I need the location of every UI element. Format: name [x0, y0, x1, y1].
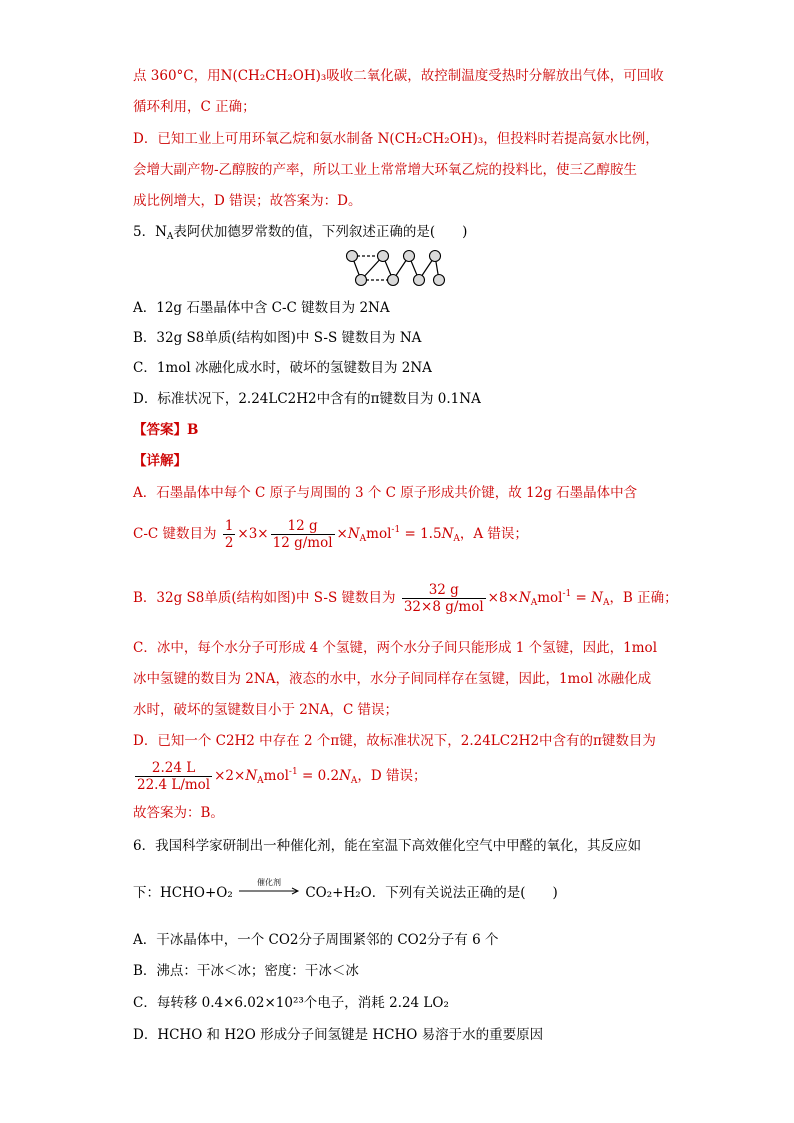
- q5-exp-d1: D．已知一个 C2H2 中存在 2 个π键，故标准状况下，2.24LC2H2中含有的π键数目为: [133, 733, 656, 749]
- sulfur-atom: [430, 251, 441, 262]
- q5-exp-b: B．32g S8单质(结构如图)中 S-S 键数目为 $\frac{32 g}{\text{32×8 g/mol}}$ $\times 8\times N_Amol^{-1} = N_A$，B 正确；: [133, 582, 678, 615]
- catalyst-label: 催化剂: [257, 878, 282, 887]
- q5-exp-c1: C．冰中，每个水分子可形成 4 个氢键，两个水分子间只能形成 1 个氢键，因此，1mol: [133, 640, 658, 656]
- fraction-half: $\frac{1}{2}$: [224, 518, 234, 551]
- fraction-224: $\frac{2.24 L}{\text{22.4 L/mol}}$: [137, 760, 211, 793]
- q6-option-a: A．干冰晶体中，一个 CO2分子周围紧邻的 CO2分子有 6 个: [133, 932, 499, 948]
- reaction-arrow: [237, 878, 301, 903]
- q4-d-line1: D．已知工业上可用环氧乙烷和氨水制备 N(CH₂CH₂OH)₃，但投料时若提高氨水比例，: [133, 131, 659, 147]
- q5-answer: 【答案】B: [133, 422, 199, 438]
- q5-option-b: B．32g S8单质(结构如图)中 S-S 键数目为 NA: [133, 330, 422, 346]
- sulfur-atom: [378, 251, 389, 262]
- q5-exp-a2: C-C 键数目为 $\frac{1}{2}$ ×3× $\frac{12 g}{\text{12 g/mol}}$ $\times N_Amol^{-1} = 1.5N_A$，A 错误；: [133, 518, 528, 551]
- q4-d-line2: 会增大副产物-乙醇胺的产率，所以工业上常常增大环氧乙烷的投料比，使三乙醇胺生: [133, 162, 638, 178]
- q6-option-d: D．HCHO 和 H2O 形成分子间氢键是 HCHO 易溶于水的重要原因: [133, 1027, 544, 1043]
- sulfur-atom: [356, 275, 367, 286]
- q5-option-a: A．12g 石墨晶体中含 C-C 键数目为 2NA: [133, 300, 390, 316]
- q5-option-d: D．标准状况下，2.24LC2H2中含有的π键数目为 0.1NA: [133, 391, 481, 407]
- q5-exp-a1: A．石墨晶体中每个 C 原子与周围的 3 个 C 原子形成共价键，故 12g 石墨晶体中含: [133, 485, 638, 501]
- q5-exp-d2: $\frac{2.24 L}{\text{22.4 L/mol}}$ $\times 2\times N_Amol^{-1} = 0.2N_A$，D 错误；: [137, 760, 427, 793]
- q5-exp-c2: 冰中氢键的数目为 2NA，液态的水中，水分子间同样存在氢键，因此，1mol 冰融化成: [133, 671, 652, 687]
- q5-option-c: C．1mol 冰融化成水时，破坏的氢键数目为 2NA: [133, 360, 432, 376]
- q4-c-line2: 循环利用，C 正确；: [133, 99, 256, 115]
- q5-conclusion: 故答案为：B。: [133, 805, 224, 821]
- q5-detail-label: 【详解】: [133, 453, 187, 469]
- q6-option-c: C．每转移 0.4×6.02×10²³个电子，消耗 2.24 LO₂: [133, 995, 449, 1011]
- q6-stem-line2: 下：HCHO+O₂ 催化剂 CO₂+H₂O．下列有关说法正确的是( ): [133, 883, 558, 903]
- arrow-icon: [237, 887, 301, 895]
- q4-d-line3: 成比例增大，D 错误；故答案为：D。: [133, 193, 362, 209]
- sulfur-atom: [414, 275, 425, 286]
- q4-c-line1: 点 360°C，用N(CH₂CH₂OH)₃吸收二氧化碳，故控制温度受热时分解放出气体，可回收: [133, 68, 664, 84]
- sulfur-atom: [434, 275, 445, 286]
- fraction-32g: $\frac{32 g}{\text{32×8 g/mol}}$: [403, 582, 484, 615]
- q5-stem: 5．$N_A$表阿伏加德罗常数的值，下列叙述正确的是( ): [133, 224, 468, 242]
- sulfur-atom: [388, 275, 399, 286]
- q6-option-b: B．沸点：干冰＜冰；密度：干冰＜冰: [133, 963, 359, 979]
- q5-exp-c3: 水时，破坏的氢键数目小于 2NA，C 错误；: [133, 702, 399, 718]
- q6-stem-line1: 6．我国科学家研制出一种催化剂，能在室温下高效催化空气中甲醛的氧化，其反应如: [133, 838, 642, 854]
- s8-structure-diagram: [343, 246, 447, 290]
- sulfur-atom: [404, 251, 415, 262]
- fraction-12g: $\frac{12 g}{\text{12 g/mol}}$: [272, 518, 333, 551]
- sulfur-atom: [347, 251, 358, 262]
